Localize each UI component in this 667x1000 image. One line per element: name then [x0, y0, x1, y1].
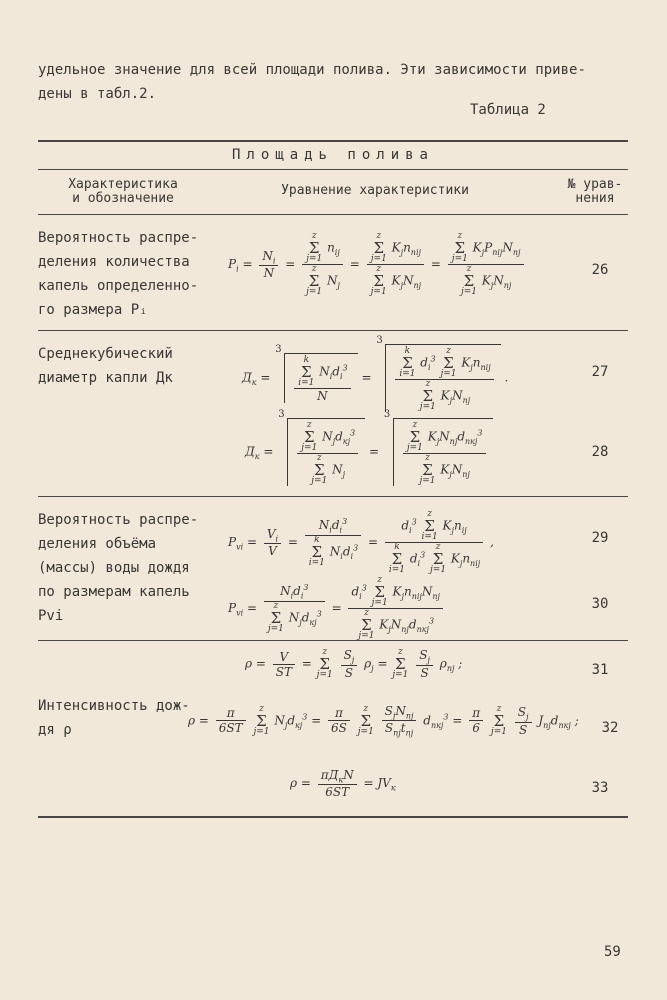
equation-number-31: 31: [591, 662, 609, 678]
intro-line-1: удельное значение для всей площади полива. Эти зависимости приве-: [38, 62, 586, 78]
table-bottom-rule: [38, 816, 628, 818]
header-number-line1: № урав-: [567, 177, 623, 192]
equation-number-32: 32: [601, 720, 619, 736]
row-3-char-line: Вероятность распре-: [38, 512, 199, 528]
equation-number-27: 27: [591, 364, 609, 380]
header-characteristic: [48, 178, 198, 206]
header-number-line2: нения: [575, 191, 615, 206]
row-1-char-line: капель определенно-: [38, 278, 199, 294]
equation-number-29: 29: [591, 530, 609, 546]
equation-27: $Д_к$ = 3 k Σ i=1 $N_id_i^3$ N = 3 k Σ i=1 $d_i^3$ z Σ j=1 $K_jn_{nij}$ z Σ j=1 $K_jN_{nj}$ .: [242, 344, 508, 412]
intro-paragraph: [38, 58, 638, 106]
row-4-char-line: дя ρ: [38, 722, 72, 738]
row-1-char-line: го размера Pᵢ: [38, 302, 148, 318]
equation-26: $P_i$ = $\frac{N_i}{N}$ = z Σ j=1 $n_{ij}$ z Σ j=1 $N_j$ = z Σ j=1 $K_jn_{nij}$ z Σ j=1 $K_jN_{nj}$ = z Σ j=1 $K_jP_{nij}N_{nj}$ z Σ j=1 $K_jN_{nj}$: [228, 232, 527, 297]
header-characteristic-line1: Характеристика: [68, 177, 178, 192]
row-1-characteristic: [38, 226, 218, 322]
equation-33: ρ = $\frac{\pi Д_кN}{6ST}$ = $JV_к$: [290, 768, 396, 800]
table-area-title: Площадь полива: [231, 147, 434, 163]
row-separator-2: [38, 496, 628, 497]
equation-number-33: 33: [591, 780, 609, 796]
row-2-char-line: диаметр капли Дк: [38, 370, 173, 386]
row-2-char-line: Среднекубический: [38, 346, 173, 362]
header-equation: Уравнение характеристики: [281, 183, 469, 198]
equation-28: $Д_к$ = 3 z Σ j=1 $N_jd_{кj}^3$ z Σ j=1 $N_j$ = 3 z Σ j=1 $K_jN_{nj}d_{nкj}^3$ z Σ j=1 $K_jN_{nj}$: [245, 418, 493, 486]
equation-32: ρ = $\frac{\pi}{6ST}$ z Σ j=1 $N_jd_{кj}^3$ = $\frac{\pi}{6S}$ z Σ j=1 $\frac{S_jN_{nj}}{S_{nj}t_{nj}}$ $d_{nкj}^3$ = $\frac{\pi}{6}$ z Σ j=1 $\frac{S_j}{S}$ $J_{nj}d_{nкj}$ ;: [188, 703, 579, 738]
equation-31: ρ = $\frac{V}{ST}$ = z Σ j=1 $\frac{S_j}{S}$ $\rho_j = z$ Σ j=1 $\frac{S_j}{S}$ $\rho_{nj}$ ;: [245, 647, 463, 680]
row-3-char-line: Pvi: [38, 608, 64, 624]
table-top-rule: [38, 140, 628, 142]
equation-number-26: 26: [591, 262, 609, 278]
table-label: Таблица 2: [470, 102, 546, 118]
row-separator-3: [38, 640, 628, 641]
header-rule-bottom: [38, 214, 628, 215]
row-1-char-line: деления количества: [38, 254, 190, 270]
equation-30: $P_{vi}$ = $N_id_i^3$ z Σ j=1 $N_jd_{кj}^3$ = $d_i^3$ z Σ j=1 $K_jn_{nij}N_{nj}$ z Σ j=1 $K_jN_{nj}d_{nкj}^3$: [228, 576, 446, 641]
equation-29: $P_{vi}$ = $\frac{V_i}{V}$ = $N_id_i^3$ k Σ i=1 $N_id_i^3$ = $d_i^3$ z Σ i=1 $K_jn_{ij}$ k Σ i=1 $d_i^3$ z Σ j=1 $K_jn_{nij}$ ,: [228, 509, 494, 575]
row-1-char-line: Вероятность распре-: [38, 230, 199, 246]
row-4-char-line: Интенсивность дож-: [38, 698, 190, 714]
row-3-characteristic: [38, 508, 218, 628]
header-rule-top: [38, 169, 628, 170]
row-3-char-line: деления объёма: [38, 536, 157, 552]
header-number: [560, 178, 630, 206]
page-number: 59: [604, 944, 621, 960]
header-characteristic-line2: и обозначение: [72, 191, 174, 206]
row-2-characteristic: [38, 342, 218, 390]
row-3-char-line: (массы) воды дождя: [38, 560, 190, 576]
row-3-char-line: по размерам капель: [38, 584, 190, 600]
intro-line-2: дены в табл.2.: [38, 86, 157, 102]
equation-number-28: 28: [591, 444, 609, 460]
row-separator-1: [38, 330, 628, 331]
equation-number-30: 30: [591, 596, 609, 612]
